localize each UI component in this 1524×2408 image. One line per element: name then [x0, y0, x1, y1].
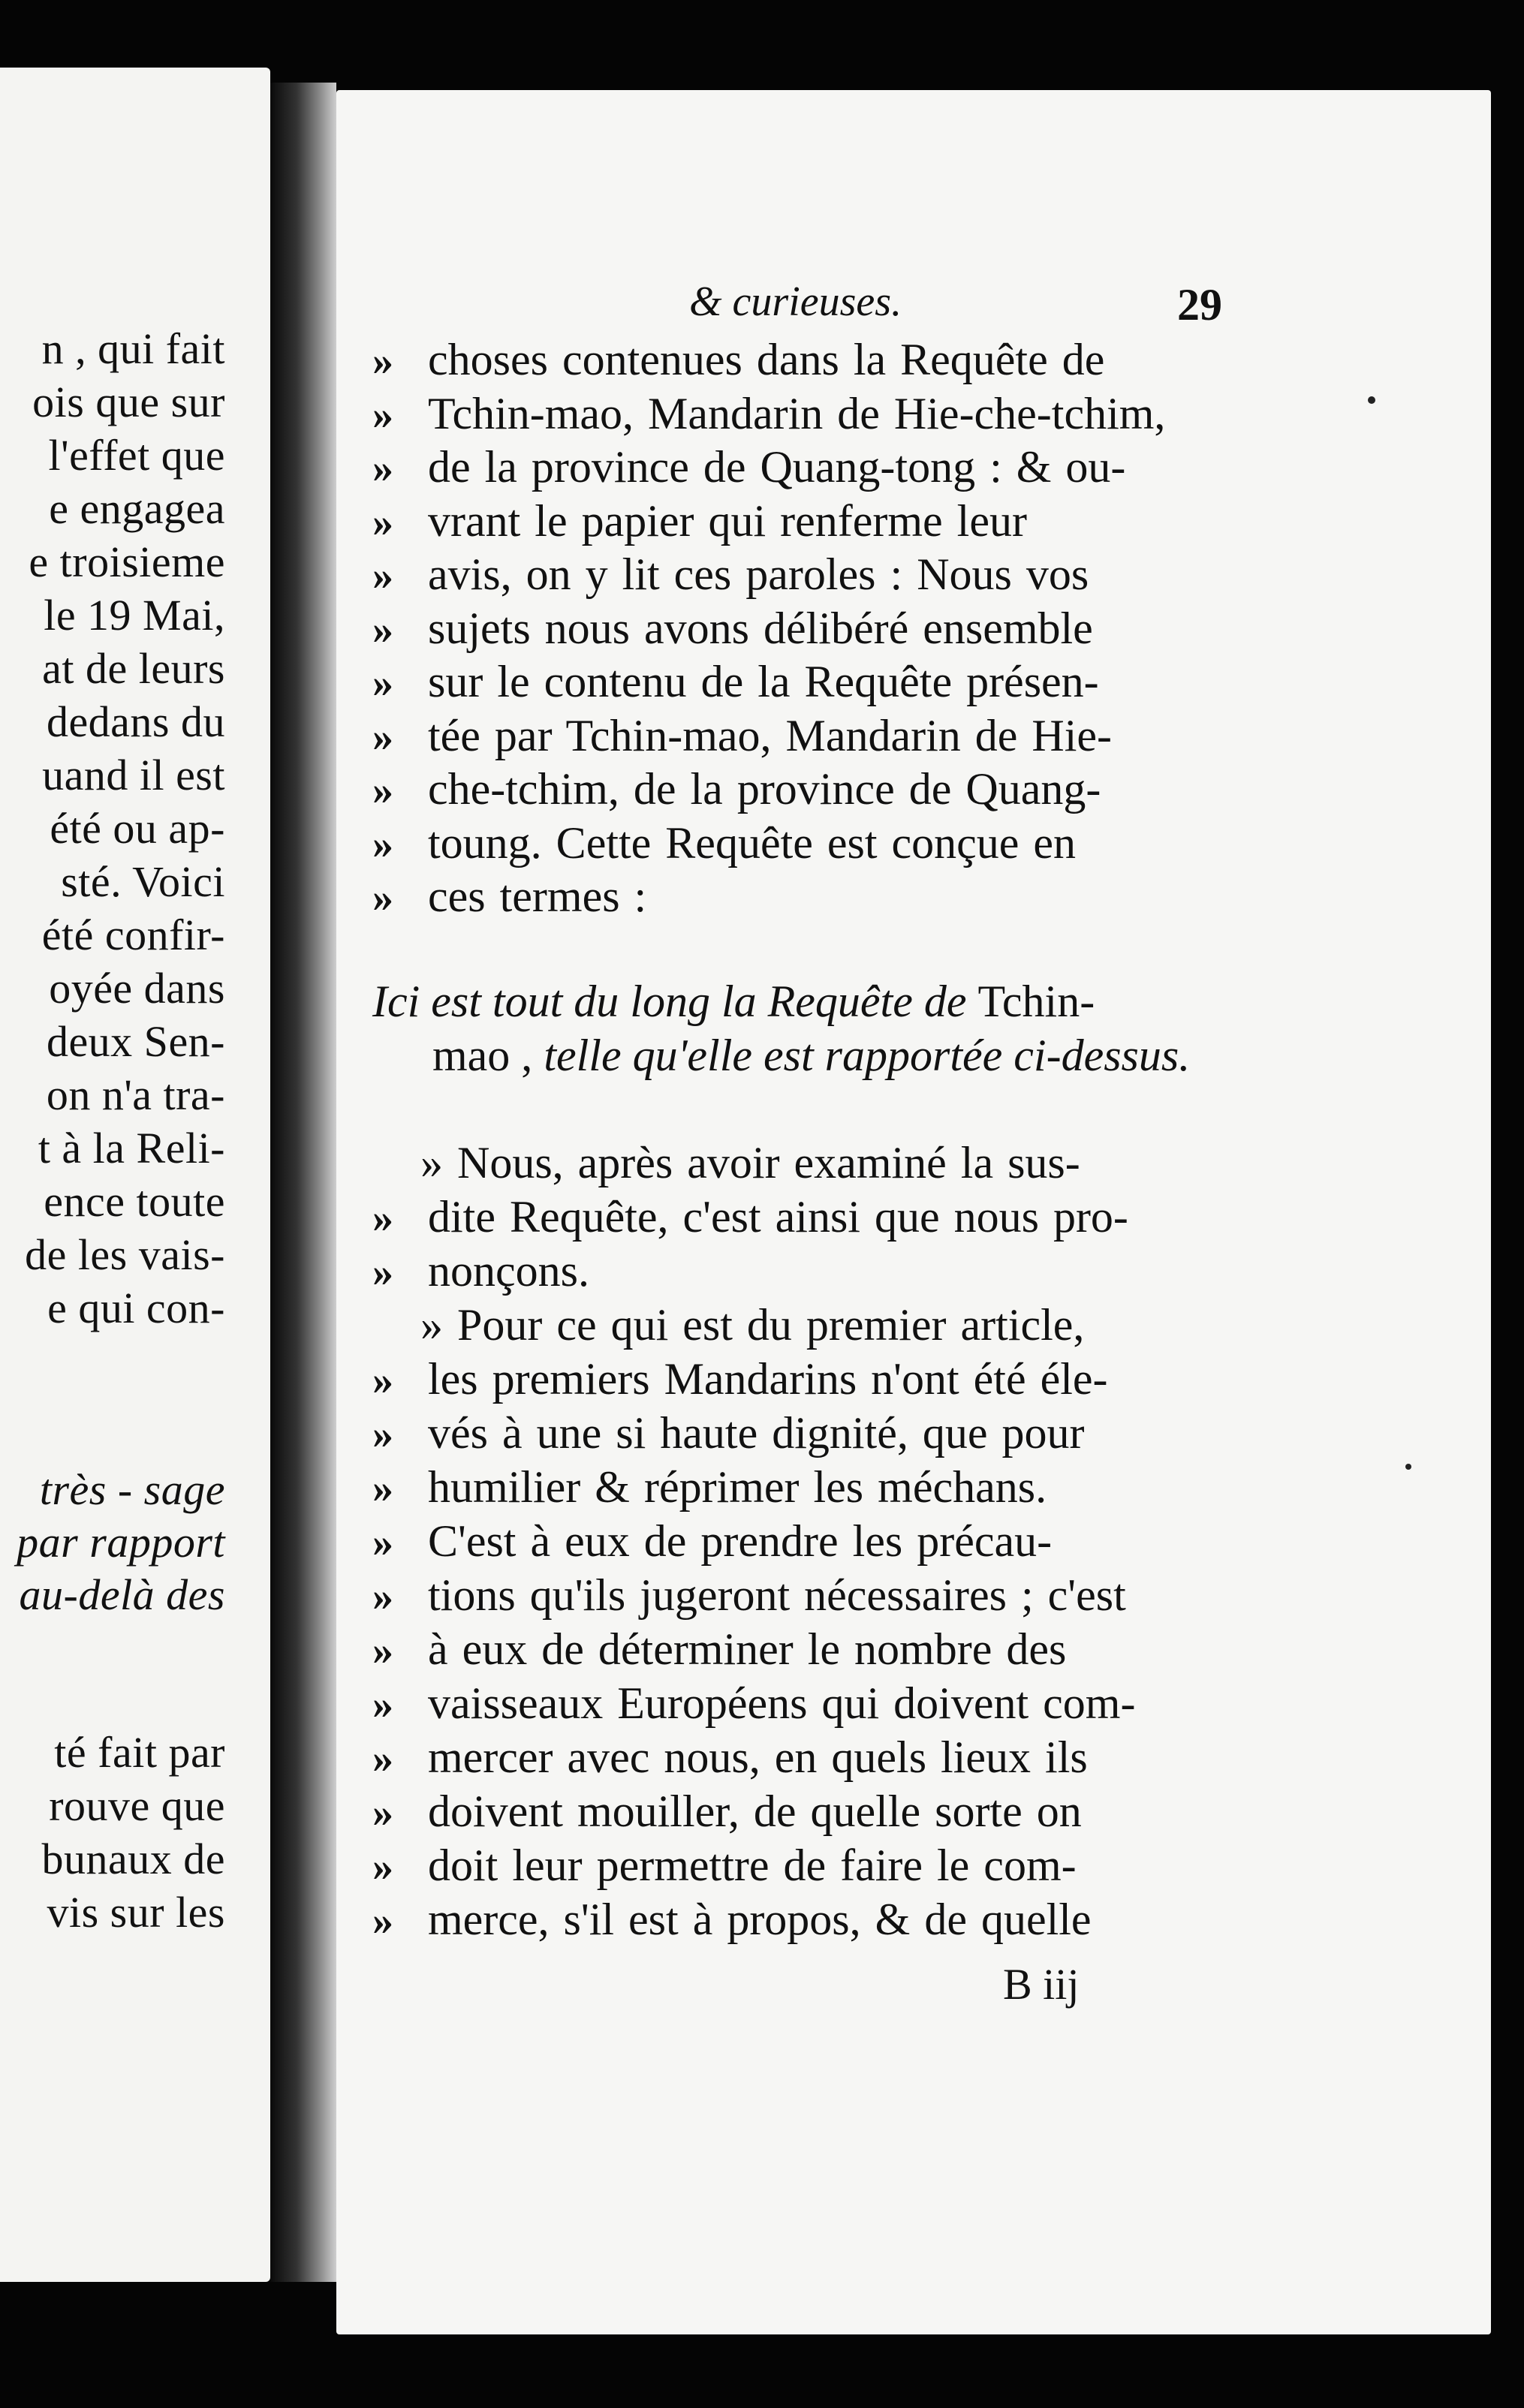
left-page-italic-line: par rapport: [17, 1518, 225, 1567]
running-head: & curieuses.: [689, 278, 902, 325]
quote-mark: »: [372, 1735, 393, 1782]
quote-mark: »: [372, 1681, 393, 1728]
text-line: toung. Cette Requête est conçue en: [428, 817, 1077, 868]
text-line: mercer avec nous, en quels lieux ils: [428, 1732, 1088, 1782]
left-page-line: ence toute: [44, 1177, 225, 1226]
left-page-line: e troisieme: [29, 537, 225, 586]
left-page-italic-line: très - sage: [39, 1465, 225, 1514]
heading-roman-1: Tchin-: [977, 977, 1095, 1026]
quote-mark: »: [372, 1357, 393, 1404]
heading-line-2: [432, 1030, 1190, 1082]
quote-mark: »: [372, 1627, 393, 1674]
text-line: vaisseaux Européens qui doivent com-: [428, 1678, 1136, 1728]
text-line: les premiers Mandarins n'ont été éle-: [428, 1354, 1108, 1404]
left-page-line: été ou ap-: [50, 804, 225, 853]
text-line: merce, s'il est à propos, & de quelle: [428, 1895, 1092, 1944]
quote-mark: »: [372, 1411, 393, 1458]
quote-mark: »: [372, 1195, 393, 1242]
heading-italic-1: Ici est tout du long la Requête de: [372, 977, 978, 1026]
text-line: dite Requête, c'est ainsi que nous pro-: [428, 1192, 1128, 1242]
left-page-line: sté. Voici: [61, 857, 225, 906]
left-page-italic-line: au-delà des: [19, 1570, 225, 1619]
heading-roman-2: mao ,: [432, 1031, 544, 1080]
text-line: doivent mouiller, de quelle sorte on: [428, 1786, 1082, 1836]
signature-mark: B iij: [1003, 1960, 1080, 2009]
heading-line-1: [372, 976, 1095, 1028]
text-line: choses contenues dans la Requête de: [428, 335, 1105, 384]
quote-mark: »: [372, 498, 393, 546]
left-page-line: t à la Reli-: [38, 1124, 225, 1172]
left-page-line: e engagea: [49, 484, 225, 533]
quote-mark: »: [372, 820, 393, 868]
text-line: vrant le papier qui renferme leur: [428, 495, 1027, 546]
left-page-line: de les vais-: [25, 1230, 225, 1279]
left-page-line: té fait par: [54, 1728, 225, 1777]
text-line: ces termes :: [428, 871, 647, 921]
text-line: C'est à eux de prendre les précau-: [428, 1516, 1053, 1566]
quote-mark: »: [372, 338, 393, 384]
quote-mark: »: [372, 713, 393, 760]
left-page-line: le 19 Mai,: [44, 591, 225, 640]
ink-spot: [1368, 396, 1375, 404]
quote-mark: »: [372, 1573, 393, 1620]
facing-page-left: [0, 68, 270, 2282]
quote-mark: »: [372, 1249, 393, 1296]
quote-mark: »: [372, 1789, 393, 1836]
text-line: à eux de déterminer le nombre des: [428, 1624, 1067, 1674]
left-page-line: dedans du: [46, 697, 225, 746]
left-page-line: vis sur les: [47, 1888, 225, 1937]
ink-spot: [1405, 1464, 1411, 1470]
text-line: nonçons.: [428, 1246, 589, 1296]
text-line: che-tchim, de la province de Quang-: [428, 764, 1101, 814]
text-line: Tchin-mao, Mandarin de Hie-che-tchim,: [428, 388, 1166, 438]
quote-mark: »: [372, 445, 393, 492]
text-line: sur le contenu de la Requête présen-: [428, 657, 1099, 706]
quote-mark: »: [372, 391, 393, 438]
left-page-line: ois que sur: [32, 378, 225, 426]
heading-italic-2: telle qu'elle est rapportée ci-dessus.: [544, 1031, 1191, 1080]
text-line: vés à une si haute dignité, que pour: [428, 1408, 1085, 1458]
left-page-line: oyée dans: [49, 964, 225, 1013]
quote-mark: »: [372, 1519, 393, 1566]
left-page-line: bunaux de: [41, 1835, 225, 1883]
left-page-line: n , qui fait: [41, 324, 225, 373]
page-number: 29: [1177, 280, 1222, 330]
left-page-line: été confir-: [41, 911, 225, 959]
text-line: doit leur permettre de faire le com-: [428, 1841, 1077, 1890]
text-line: sujets nous avons délibéré ensemble: [428, 603, 1093, 653]
quote-mark: »: [372, 1844, 393, 1890]
book-gutter: [270, 83, 336, 2282]
left-page-line: at de leurs: [42, 644, 225, 693]
left-page-line: l'effet que: [48, 431, 225, 480]
text-line: tions qu'ils jugeront nécessaires ; c'est: [428, 1570, 1126, 1620]
left-page-line: rouve que: [49, 1781, 225, 1830]
quote-mark: »: [372, 767, 393, 814]
text-line: avis, on y lit ces paroles : Nous vos: [428, 549, 1089, 599]
left-page-line: deux Sen-: [46, 1017, 225, 1066]
left-page-line: e qui con-: [47, 1284, 225, 1332]
text-line: tée par Tchin-mao, Mandarin de Hie-: [428, 710, 1113, 760]
text-line: » Nous, après avoir examiné la sus-: [420, 1138, 1080, 1187]
left-page-line: uand il est: [42, 751, 225, 799]
quote-mark: »: [372, 1465, 393, 1512]
quote-mark: »: [372, 874, 393, 921]
quote-mark: »: [372, 552, 393, 599]
left-page-line: on n'a tra-: [46, 1070, 225, 1119]
text-line: humilier & réprimer les méchans.: [428, 1462, 1047, 1512]
quote-mark: »: [372, 606, 393, 653]
quote-mark: »: [372, 660, 393, 706]
text-line: de la province de Quang-tong : & ou-: [428, 442, 1126, 492]
quote-mark: »: [372, 1898, 393, 1944]
text-line: » Pour ce qui est du premier article,: [420, 1300, 1085, 1350]
